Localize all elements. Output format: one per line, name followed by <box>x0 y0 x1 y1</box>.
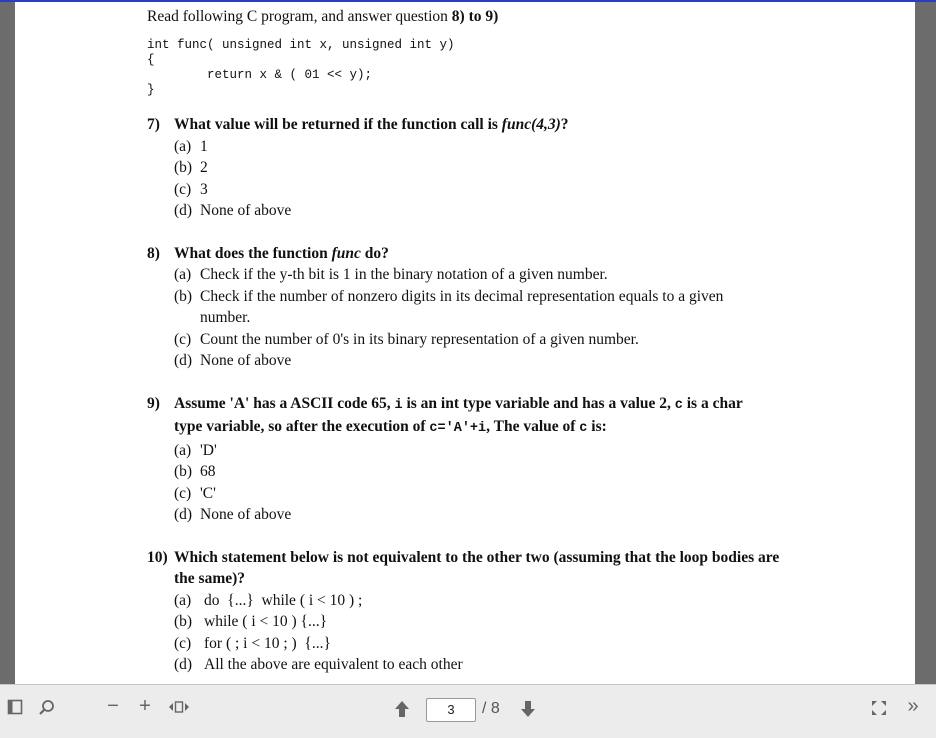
option <box>174 611 887 633</box>
option <box>174 179 887 201</box>
option-label: (a) <box>174 266 192 283</box>
question-text-part: is: <box>587 418 607 435</box>
option-text: 'C' <box>200 484 216 502</box>
question-text-part: is an int type variable and has a value 2, <box>402 394 675 412</box>
option <box>174 136 887 158</box>
option <box>174 654 887 676</box>
option-label: (b) <box>174 287 193 305</box>
option-list <box>147 440 887 526</box>
question-8 <box>147 243 887 372</box>
question-9 <box>147 393 887 526</box>
option-label: (b) <box>174 463 193 480</box>
left-gutter <box>0 2 15 684</box>
option-text: None of above <box>200 506 292 523</box>
question-text-part: ? <box>560 116 569 133</box>
code-token: i <box>394 397 403 413</box>
code-line: return x & ( 01 << y); <box>147 68 373 82</box>
question-text-part: What value will be returned if the function call is <box>174 116 502 133</box>
option-text: while ( i < 10 ) {...} <box>204 613 328 630</box>
right-gutter <box>915 2 936 684</box>
question-7 <box>147 114 887 222</box>
option <box>174 590 887 612</box>
question-text-part: What does the function <box>174 244 332 262</box>
zoom-out-button[interactable]: − <box>107 695 119 717</box>
question-number: 9) <box>147 394 160 412</box>
option-label: (c) <box>174 634 192 652</box>
option-text: 68 <box>200 463 216 480</box>
option-label: (a) <box>174 591 192 609</box>
option-text: Check if the y-th bit is 1 in the binary notation of a given number. <box>200 266 608 283</box>
fit-width-icon[interactable] <box>168 699 190 715</box>
viewer-toolbar <box>0 684 936 738</box>
intro-text: Read following C program, and answer question <box>147 8 452 25</box>
option <box>174 633 887 655</box>
question-number: 10) <box>147 548 168 566</box>
option-text: None of above <box>200 352 292 369</box>
option-list <box>147 136 887 222</box>
option-text: All the above are equivalent to each other <box>204 656 463 673</box>
intro-range: 8) to 9) <box>451 8 499 25</box>
function-name: func <box>331 244 361 262</box>
option-label: (c) <box>174 330 192 348</box>
option-list <box>147 590 887 676</box>
option-label: (d) <box>174 352 193 369</box>
page-number-input[interactable]: 3 <box>426 698 476 722</box>
option-text: Check if the number of nonzero digits in its decimal representation equals to a given number. <box>200 287 724 326</box>
option <box>174 286 750 329</box>
option-text: do {...} while ( i < 10 ) ; <box>204 591 363 609</box>
option-text: 2 <box>200 159 208 176</box>
option-label: (d) <box>174 656 193 673</box>
option-list <box>147 264 887 372</box>
option <box>174 200 887 222</box>
arrow-up-icon[interactable] <box>394 700 410 718</box>
option-label: (c) <box>174 180 192 198</box>
page-count: / 8 <box>482 700 500 717</box>
option <box>174 461 887 483</box>
question-number: 7) <box>147 116 160 133</box>
option <box>174 440 887 462</box>
question-text <box>147 547 784 590</box>
option <box>174 504 887 526</box>
question-text-part: Which statement below is not equivalent to the other two (assuming that the loop bodies are the same)? <box>174 548 780 587</box>
zoom-in-button[interactable]: + <box>139 695 151 717</box>
option-label: (b) <box>174 613 193 630</box>
question-text <box>147 243 887 265</box>
code-block <box>147 38 887 97</box>
option-text: None of above <box>200 202 292 219</box>
option-label: (c) <box>174 484 192 502</box>
option-text: Count the number of 0's in its binary representation of a given number. <box>200 330 639 348</box>
option-label: (d) <box>174 202 193 219</box>
code-token: c='A'+i <box>429 421 487 436</box>
question-number: 8) <box>147 244 160 262</box>
fullscreen-icon[interactable] <box>870 699 888 717</box>
option-text: 1 <box>200 137 208 155</box>
page-content <box>147 8 887 676</box>
option-label: (d) <box>174 506 193 523</box>
option <box>174 329 887 351</box>
option-text: 'D' <box>200 441 217 459</box>
code-token: c <box>579 421 588 436</box>
question-text-part: is a char type variable, so after the execution of <box>174 394 743 435</box>
question-text-part: do? <box>360 244 389 262</box>
option <box>174 483 887 505</box>
question-text <box>147 114 887 136</box>
option <box>174 157 887 179</box>
code-line: int func( unsigned int x, unsigned int y) <box>147 38 455 52</box>
question-text-part: Assume 'A' has a ASCII code 65, <box>174 394 395 412</box>
intro-paragraph <box>147 8 887 26</box>
option-text: 3 <box>200 180 208 198</box>
option-text: for ( ; i < 10 ; ) {...} <box>204 634 331 652</box>
code-token: c <box>674 397 683 413</box>
question-text <box>147 393 754 440</box>
pdf-page <box>15 2 915 684</box>
question-10 <box>147 547 887 676</box>
option-label: (a) <box>174 137 192 155</box>
code-line: } <box>147 82 155 97</box>
arrow-down-icon[interactable] <box>520 700 536 718</box>
sidebar-icon[interactable] <box>7 699 23 715</box>
more-button[interactable]: » <box>907 695 919 717</box>
option <box>174 350 887 372</box>
function-call: func(4,3) <box>501 116 561 133</box>
option-label: (a) <box>174 441 192 459</box>
question-text-part: , The value of <box>486 418 580 435</box>
code-line: { <box>147 52 155 67</box>
option-label: (b) <box>174 159 193 176</box>
search-icon[interactable] <box>38 699 56 717</box>
option <box>174 264 887 286</box>
